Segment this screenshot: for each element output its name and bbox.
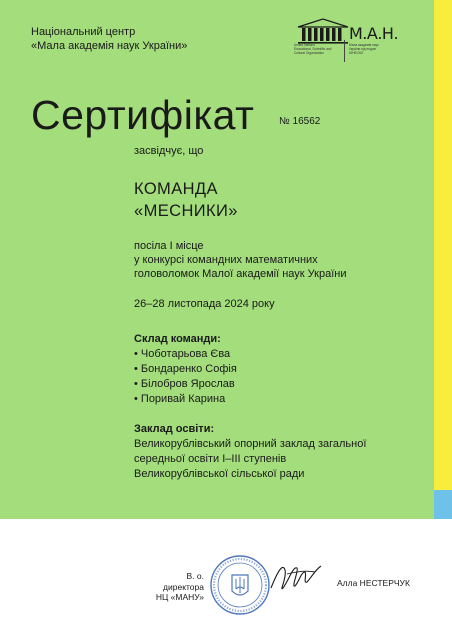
certifies-text: засвідчує, що [134, 145, 204, 157]
school-line-3: Великорублівської сільської ради [134, 468, 305, 480]
award-organizer: головоломок Малої академії наук України [134, 268, 347, 280]
handwritten-signature-icon [265, 558, 325, 598]
team-member: • Білобров Ярослав [134, 378, 235, 390]
school-line-1: Великорублівський опорний заклад загальної [134, 438, 367, 450]
signatory-title [144, 571, 204, 603]
organization-line-1: Національний центр [31, 26, 136, 38]
certificate-title: Сертифікат [31, 92, 255, 138]
organization-line-2: «Мала академія наук України» [31, 39, 188, 52]
official-seal-icon [208, 553, 272, 617]
school-line-2: середньої освіти І–ІІІ ступенів [134, 453, 287, 465]
team-name-line-1: КОМАНДА [134, 180, 218, 198]
team-heading: Склад команди: [134, 333, 221, 345]
team-name-line-2: «МЕСНИКИ» [134, 202, 238, 220]
blue-strip [434, 490, 452, 519]
team-member: • Чоботарьова Єва [134, 348, 231, 360]
school-heading: Заклад освіти: [134, 423, 215, 435]
team-member: • Поривай Карина [134, 393, 226, 405]
signatory-title-line-1: В. о. директора [163, 571, 204, 592]
man-caption: Мала академія наук України під егідою ЮНЕСКО [349, 43, 379, 55]
organization-name [31, 26, 187, 53]
unesco-caption: United Nations Educational, Scientific and Cultural Organization [294, 43, 332, 55]
event-dates: 26–28 листопада 2024 року [134, 298, 275, 310]
team-member: • Бондаренко Софія [134, 363, 237, 375]
award-place: посіла І місце [134, 240, 204, 252]
signatory-name: Алла НЕСТЕРЧУК [337, 578, 410, 588]
team-name [134, 178, 238, 222]
yellow-strip [434, 0, 452, 490]
logo-divider [344, 40, 345, 62]
certificate-number: № 16562 [279, 116, 321, 127]
award-contest: у конкурсі командних математичних [134, 254, 318, 266]
man-logo: М.А.Н. [349, 24, 399, 43]
signatory-title-line-2: НЦ «МАНУ» [155, 592, 204, 602]
